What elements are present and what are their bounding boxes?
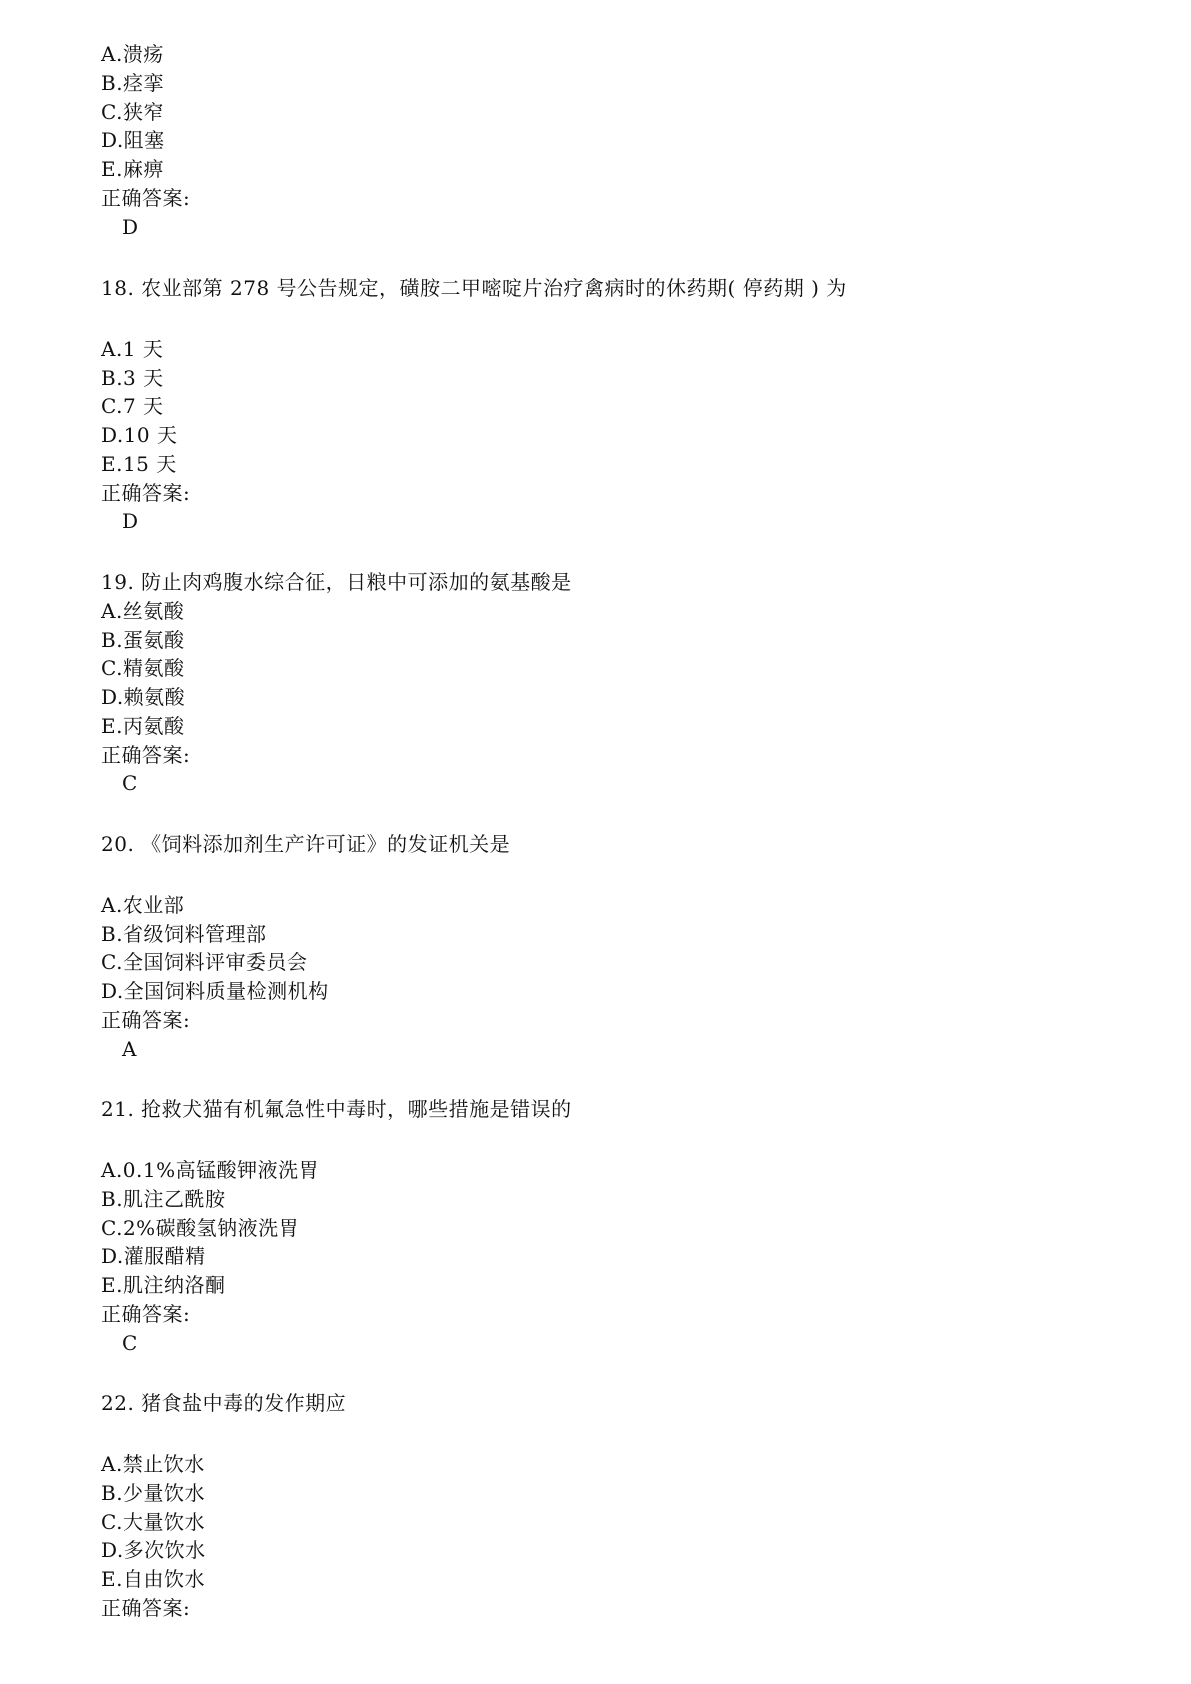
question-19: 19. 防止肉鸡腹水综合征，日粮中可添加的氨基酸是 [101, 570, 572, 594]
option-c: C.7 天 [101, 394, 164, 418]
option-a: A.禁止饮水 [101, 1452, 205, 1476]
option-d: D.阻塞 [101, 128, 165, 152]
option-a: A.农业部 [101, 893, 185, 917]
option-a: A.溃疡 [101, 42, 164, 66]
option-d: D.赖氨酸 [101, 685, 186, 709]
option-c: C.2%碳酸氢钠液洗胃 [101, 1216, 300, 1240]
option-e: E.15 天 [101, 452, 177, 476]
question-22: 22. 猪食盐中毒的发作期应 [101, 1391, 347, 1415]
option-a: A.丝氨酸 [101, 599, 185, 623]
option-b: B.省级饲料管理部 [101, 922, 267, 946]
answer-value: A [122, 1037, 137, 1061]
answer-value: D [122, 215, 139, 239]
option-b: B.痉挛 [101, 71, 165, 95]
option-b: B.肌注乙酰胺 [101, 1187, 226, 1211]
option-e: E.自由饮水 [101, 1567, 205, 1591]
answer-label: 正确答案: [101, 1302, 191, 1326]
option-d: D.灌服醋精 [101, 1244, 206, 1268]
answer-value: C [122, 1331, 138, 1355]
option-c: C.狭窄 [101, 100, 164, 124]
answer-label: 正确答案: [101, 743, 191, 767]
question-20: 20. 《饲料添加剂生产许可证》的发证机关是 [101, 832, 511, 856]
option-b: B.3 天 [101, 366, 164, 390]
option-e: E.丙氨酸 [101, 714, 185, 738]
option-d: D.多次饮水 [101, 1538, 206, 1562]
answer-label: 正确答案: [101, 481, 191, 505]
answer-value: D [122, 509, 139, 533]
option-c: C.大量饮水 [101, 1510, 205, 1534]
answer-label: 正确答案: [101, 1596, 191, 1620]
answer-value: C [122, 771, 138, 795]
option-a: A.0.1%高锰酸钾液洗胃 [101, 1158, 320, 1182]
option-c: C.精氨酸 [101, 656, 185, 680]
option-b: B.少量饮水 [101, 1481, 206, 1505]
option-d: D.10 天 [101, 423, 178, 447]
question-18: 18. 农业部第 278 号公告规定，磺胺二甲嘧啶片治疗禽病时的休药期( 停药期 ) 为 [101, 276, 847, 300]
option-e: E.麻痹 [101, 157, 164, 181]
option-d: D.全国饲料质量检测机构 [101, 979, 329, 1003]
option-c: C.全国饲料评审委员会 [101, 950, 308, 974]
option-b: B.蛋氨酸 [101, 628, 185, 652]
question-21: 21. 抢救犬猫有机氟急性中毒时，哪些措施是错误的 [101, 1097, 572, 1121]
option-a: A.1 天 [101, 337, 164, 361]
option-e: E.肌注纳洛酮 [101, 1273, 226, 1297]
answer-label: 正确答案: [101, 1008, 191, 1032]
answer-label: 正确答案: [101, 186, 191, 210]
